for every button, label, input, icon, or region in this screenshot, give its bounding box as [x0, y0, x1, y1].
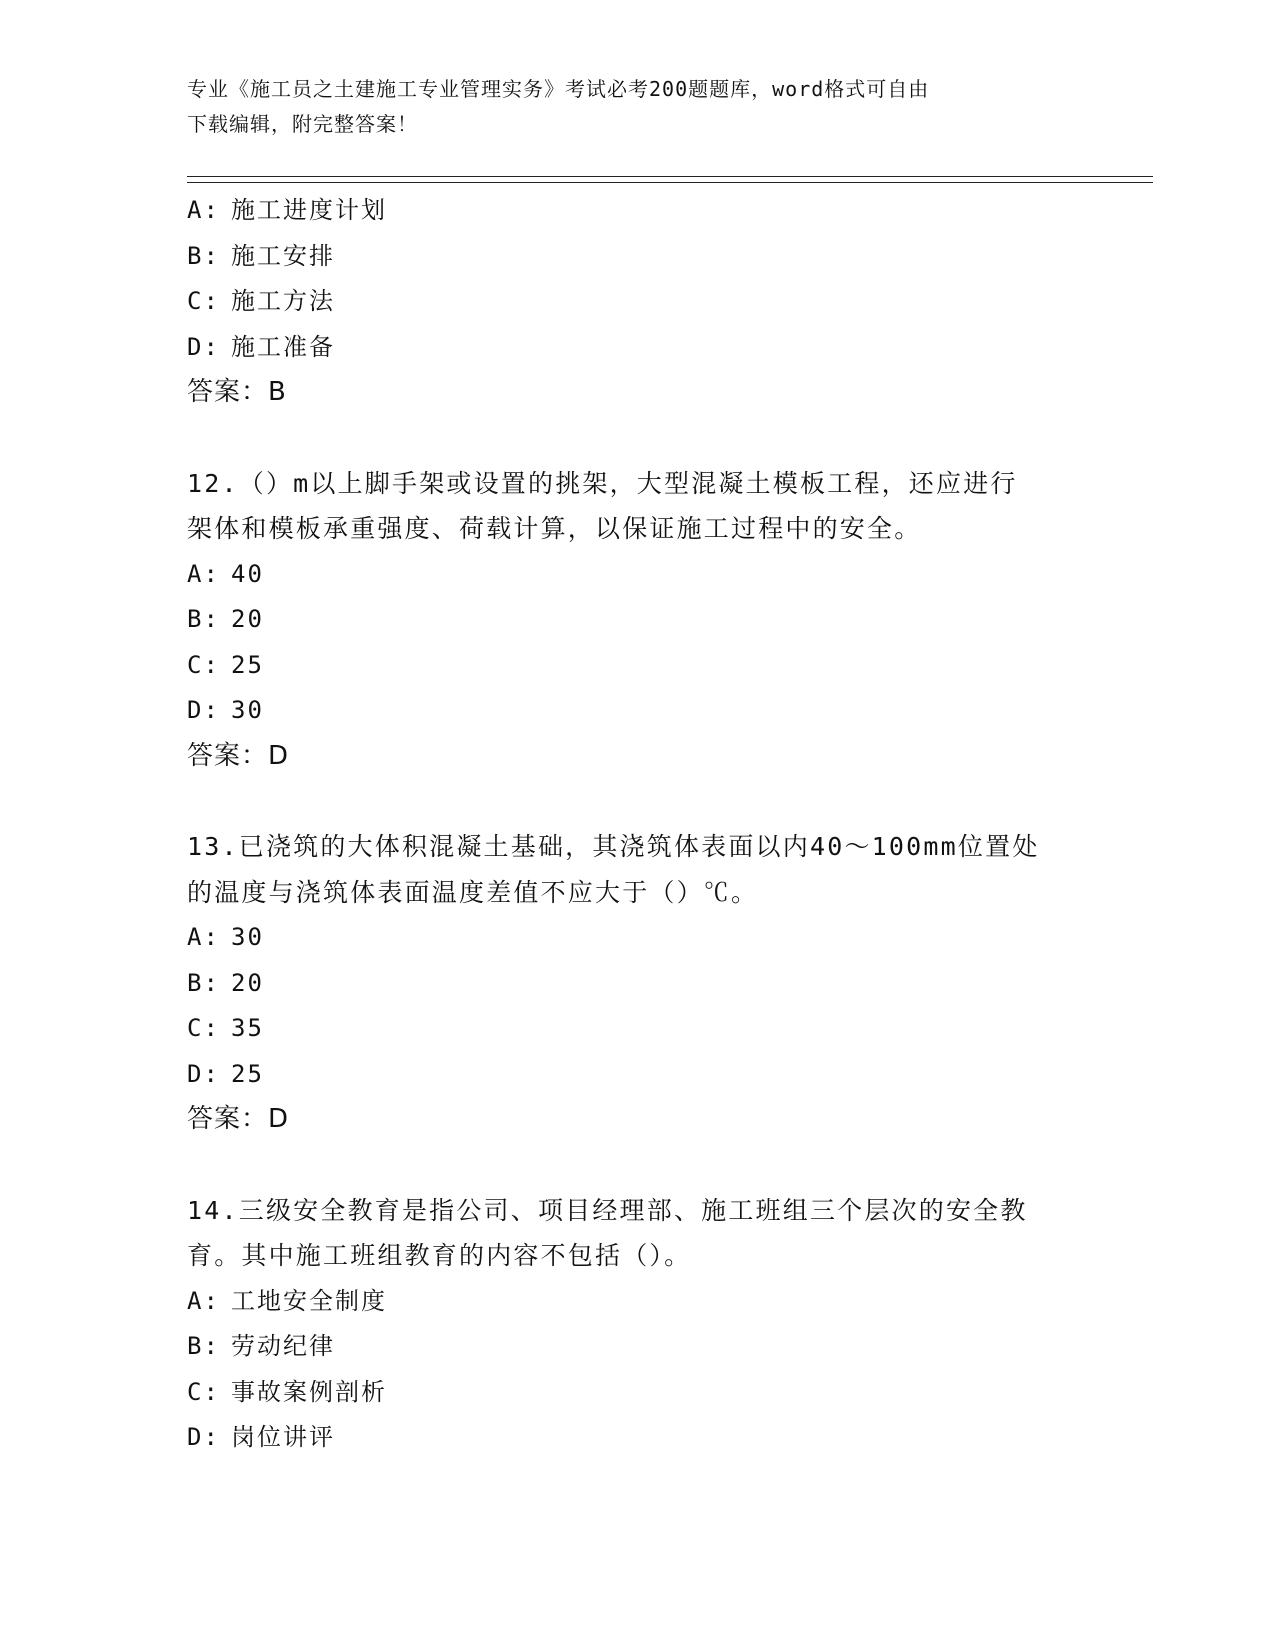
option-c: C: 25	[187, 650, 264, 679]
answer-line: 答案：B	[187, 377, 287, 407]
header-divider-bottom	[187, 182, 1153, 183]
header-title-line-2: 下载编辑，附完整答案！	[187, 112, 418, 136]
option-c: C: 35	[187, 1014, 264, 1042]
question-14	[187, 1188, 1087, 1461]
option-d: D: 施工准备	[187, 332, 335, 361]
header-divider-top	[187, 176, 1153, 177]
option-b: B: 20	[187, 968, 264, 997]
option-b: B: 劳动纪律	[187, 1332, 335, 1360]
question-text: 12.（）m以上脚手架或设置的挑架，大型混凝土模板工程，还应进行 架体和模板承重强度、荷载计算，以保证施工过程中的安全。	[187, 468, 1018, 543]
option-b: B: 20	[187, 605, 264, 633]
document-header	[187, 72, 1067, 142]
question-12	[187, 461, 1087, 780]
header-title-line-1: 专业《施工员之土建施工专业管理实务》考试必考200题题库，word格式可自由	[187, 77, 930, 101]
option-c: C: 施工方法	[187, 287, 335, 315]
option-a: A: 施工进度计划	[187, 196, 387, 224]
question-text: 14.三级安全教育是指公司、项目经理部、施工班组三个层次的安全教 育。其中施工班组教育的内容不包括（）。	[187, 1195, 1028, 1270]
option-a: A: 工地安全制度	[187, 1286, 387, 1315]
question-list	[187, 188, 1087, 1461]
option-d: D: 30	[187, 696, 264, 724]
answer-line: 答案：D	[187, 1104, 290, 1134]
option-a: A: 30	[187, 923, 264, 951]
option-a: A: 40	[187, 559, 264, 588]
question-13	[187, 824, 1087, 1143]
option-c: C: 事故案例剖析	[187, 1377, 387, 1406]
option-d: D: 25	[187, 1059, 264, 1088]
question-11-continued	[187, 188, 1087, 416]
answer-line: 答案：D	[187, 740, 290, 771]
question-text: 13.已浇筑的大体积混凝土基础，其浇筑体表面以内40～100mm位置处 的温度与浇筑体表面温度差值不应大于（）℃。	[187, 832, 1040, 907]
option-b: B: 施工安排	[187, 241, 335, 270]
option-d: D: 岗位讲评	[187, 1423, 335, 1451]
